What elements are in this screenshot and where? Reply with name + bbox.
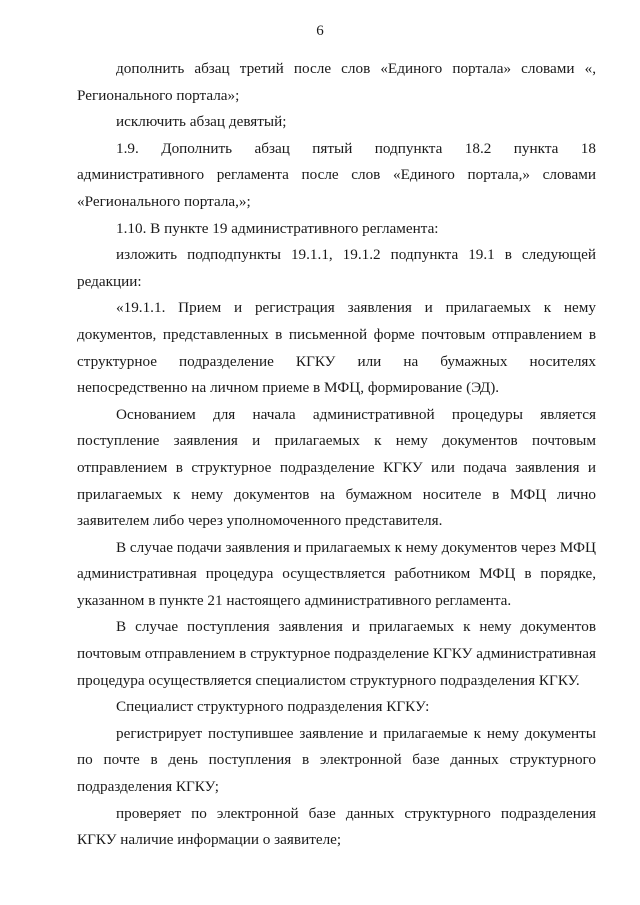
paragraph: Основанием для начала административной процедуры является поступление заявления и прилагаемых к нему документов почтовым отправлением в структурное подразделение КГКУ или подача заявления и прилагаемых к нему документов на бумажном носителе в МФЦ лично заявителем либо через уполномоченного представителя. [77,405,596,530]
page-number: 6 [316,23,324,39]
paragraph: проверяет по электронной базе данных структурного подразделения КГКУ наличие информации о заявителе; [77,804,596,849]
paragraph: 1.10. В пункте 19 административного регламента: [116,219,439,237]
paragraph: дополнить абзац третий после слов «Единого портала» словами «, Регионального портала»; [77,60,596,104]
document-body [77,56,596,854]
paragraph: «19.1.1. Прием и регистрация заявления и прилагаемых к нему документов, представленных в письменной форме почтовым отправлением в структурное подразделение КГКУ или на бумажных носителях непосредственно на личном приеме в МФЦ, формирование (ЭД). [77,299,596,397]
paragraph: 1.9. Дополнить абзац пятый подпункта 18.2 пункта 18 административного регламента после слов «Единого портала,» словами «Регионального портала,»; [77,139,596,210]
paragraph: изложить подподпункты 19.1.1, 19.1.2 подпункта 19.1 в следующей редакции: [77,246,596,290]
paragraph: В случае поступления заявления и прилагаемых к нему документов почтовым отправлением в структурное подразделение КГКУ административная процедура осуществляется специалистом структурного подразделения КГКУ. [77,618,596,689]
paragraph: В случае подачи заявления и прилагаемых к нему документов через МФЦ административная процедура осуществляется работником МФЦ в порядке, указанном в пункте 21 настоящего административного регламента. [77,538,596,609]
paragraph: исключить абзац девятый; [116,113,287,131]
paragraph: регистрирует поступившее заявление и прилагаемые к нему документы по почте в день поступления в электронной базе данных структурного подразделения КГКУ; [77,724,596,796]
paragraph: Специалист структурного подразделения КГКУ: [116,698,430,716]
